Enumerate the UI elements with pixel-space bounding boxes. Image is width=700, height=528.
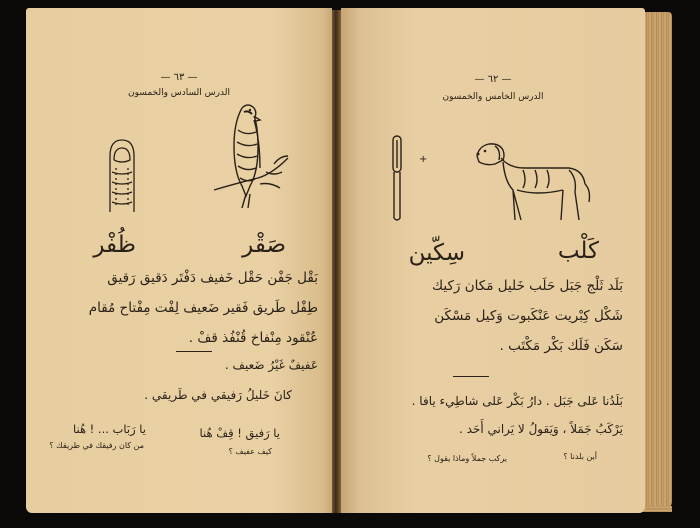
falcon-illustration [204, 100, 294, 212]
text-line: عَفيفٌ غَيْرُ ضَعيف . [224, 358, 318, 372]
word-dog: كَلْب [557, 238, 599, 264]
text-line: يَرْكَبُ جَمَلاً ، وَيَقولُ لا يَراني أَحَد . [458, 422, 623, 436]
word-falcon: صَقْر [242, 232, 286, 258]
question-caption: كيف عفيف ؟ [228, 447, 272, 456]
fingernail-illustration [102, 138, 142, 214]
word-nail: ظُفْر [93, 232, 136, 258]
divider [176, 351, 212, 352]
text-line: عُنْقود مِنْفاخ قُنْفُذ قفْ . [188, 330, 318, 346]
page-number: — ٦٢ — [474, 74, 512, 85]
word-knife: سِكّين [408, 240, 465, 266]
dog-illustration [473, 140, 593, 226]
text-line: بَلَدُنا عَلى جَبَل . دارُ بَكْر عَلى شاطِيء يافا . [411, 394, 623, 408]
text-line: بَقْل جَفْن حَقْل خَفيف دَفْتَر دَقيق رَقيق [107, 270, 318, 286]
exercise-line: يا رَبَاب ... ! هُنا [72, 422, 146, 436]
divider [453, 376, 489, 377]
text-line: شَكْل كِبْريت عَنْكَبوت وَكيل مَسْكَن [434, 308, 623, 324]
lesson-title: الدرس الخامس والخمسون [442, 92, 544, 102]
right-page [341, 8, 645, 513]
text-line: بَلَد ثَلْج جَبَل حَلَب خَليل مَكان رَكيك [432, 278, 623, 294]
question-caption: يركب جملاً وماذا يقول ؟ [427, 454, 507, 463]
page-number: — ٦٣ — [160, 72, 198, 83]
exercise-line: يا رَفيق ! قِفْ هُنا [199, 426, 280, 440]
left-page [26, 8, 332, 513]
text-line: سَكَن فَلَك بَكْر مَكْتَب . [499, 338, 623, 354]
question-caption: أين بلدنا ؟ [563, 452, 597, 461]
knife-illustration [389, 134, 405, 222]
text-line: كانَ خَليلُ رَفيقي في طَريقي . [144, 388, 292, 402]
lesson-title: الدرس السادس والخمسون [128, 88, 230, 98]
question-caption: من كان رفيقك في طريقك ؟ [49, 441, 144, 450]
text-line: طِفْل طَريق فَقير ضَعيف لِفْت مِفْتاح مُقام [88, 300, 318, 316]
page-edges [642, 12, 672, 508]
plus-mark: + [419, 154, 428, 165]
